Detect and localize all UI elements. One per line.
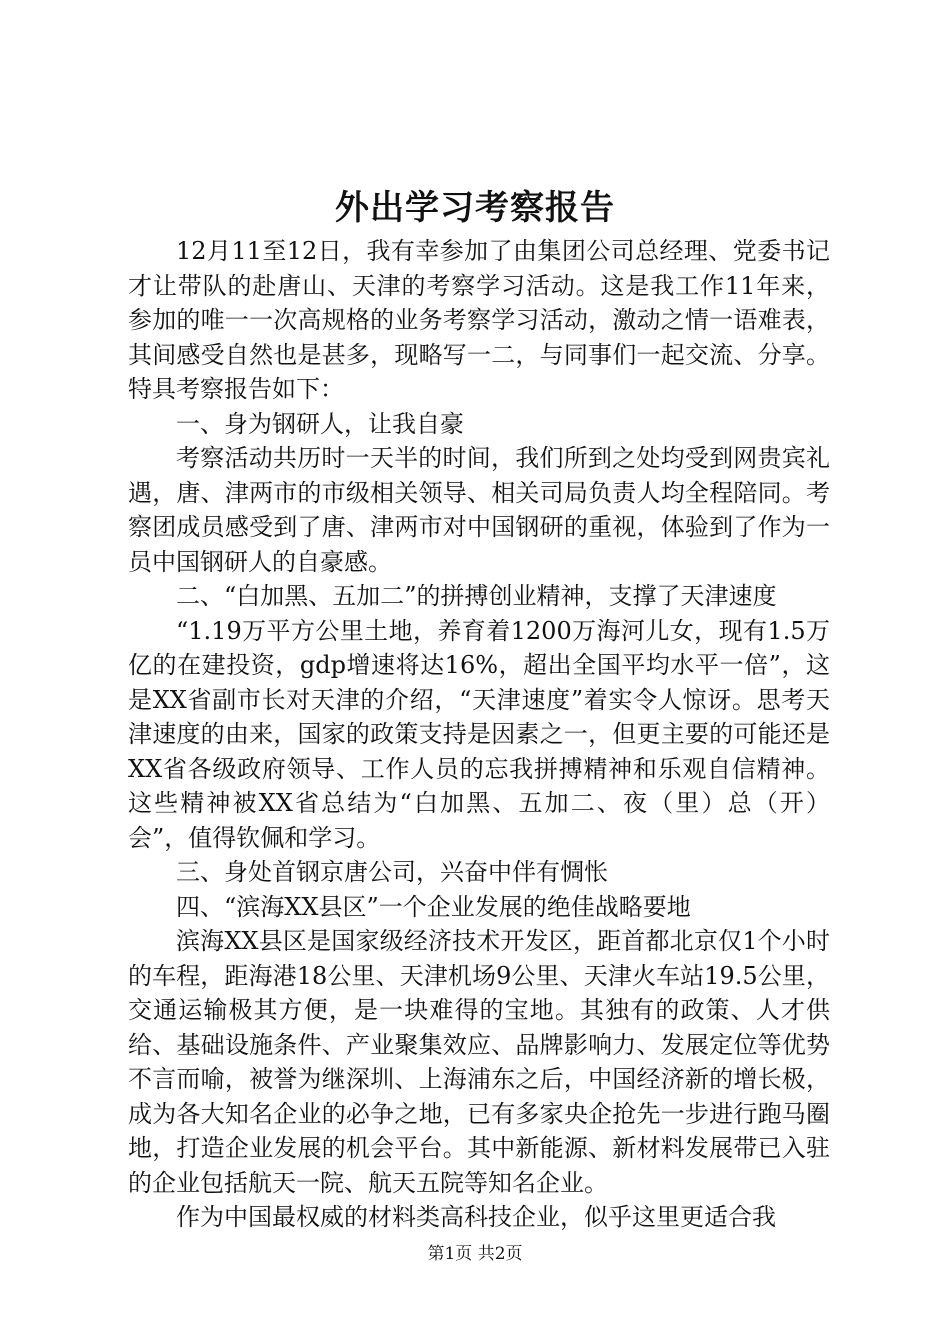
page-title: 外出学习考察报告 bbox=[335, 188, 615, 228]
paragraph-section-2: “1.19万平方公里土地，养育着1200万海河儿女，现有1.5万亿的在建投资，gdp增速将达16%，超出全国平均水平一倍”，这是XX省副市长对天津的介绍，“天津速度”着实令人惊讶。思考天津速度的由来，国家的政策支持是因素之一，但更主要的可能还是XX省各级政府领导、工作人员的忘我拼搏精神和乐观自信精神。这些精神被XX省总结为“白加黑、五加二、夜（里）总（开）会”，值得钦佩和学习。 bbox=[128, 616, 830, 852]
paragraph-continued: 作为中国最权威的材料类高科技企业，似乎这里更适合我 bbox=[176, 1203, 776, 1231]
heading-section-2: 二、“白加黑、五加二”的拼搏创业精神，支撑了天津速度 bbox=[176, 582, 777, 610]
heading-section-3: 三、身处首钢京唐公司，兴奋中伴有惆怅 bbox=[176, 858, 608, 886]
paragraph-section-4: 滨海XX县区是国家级经济技术开发区，距首都北京仅1个小时的车程，距海港18公里、天津机场9公里、天津火车站19.5公里，交通运输极其方便，是一块难得的宝地。其独有的政策、人才供给、基础设施条件、产业聚集效应、品牌影响力、发展定位等优势不言而喻，被誉为继深圳、上海浦东之后，中国经济新的增长极，成为各大知名企业的必争之地，已有多家央企抢先一步进行跑马圈地，打造企业发展的机会平台。其中新能源、新材料发展带已入驻的企业包括航天一院、航天五院等知名企业。 bbox=[128, 927, 830, 1197]
paragraph-section-1: 考察活动共历时一天半的时间，我们所到之处均受到网贵宾礼遇，唐、津两市的市级相关领导、相关司局负责人均全程陪同。考察团成员感受到了唐、津两市对中国钢研的重视，体验到了作为一员中国钢研人的自豪感。 bbox=[128, 444, 830, 576]
heading-section-1: 一、身为钢研人，让我自豪 bbox=[176, 409, 464, 438]
heading-section-4: 四、“滨海XX县区”一个企业发展的绝佳战略要地 bbox=[176, 892, 691, 921]
paragraph-intro: 12月11至12日，我有幸参加了由集团公司总经理、党委书记才让带队的赴唐山、天津的考察学习活动。这是我工作11年来，参加的唯一一次高规格的业务考察学习活动，激动之情一语难表，其间感受自然也是甚多，现略写一二，与同事们一起交流、分享。特具考察报告如下： bbox=[128, 237, 830, 403]
document-body bbox=[128, 234, 830, 1235]
page-number-footer: 第1页 共2页 bbox=[427, 1244, 523, 1264]
